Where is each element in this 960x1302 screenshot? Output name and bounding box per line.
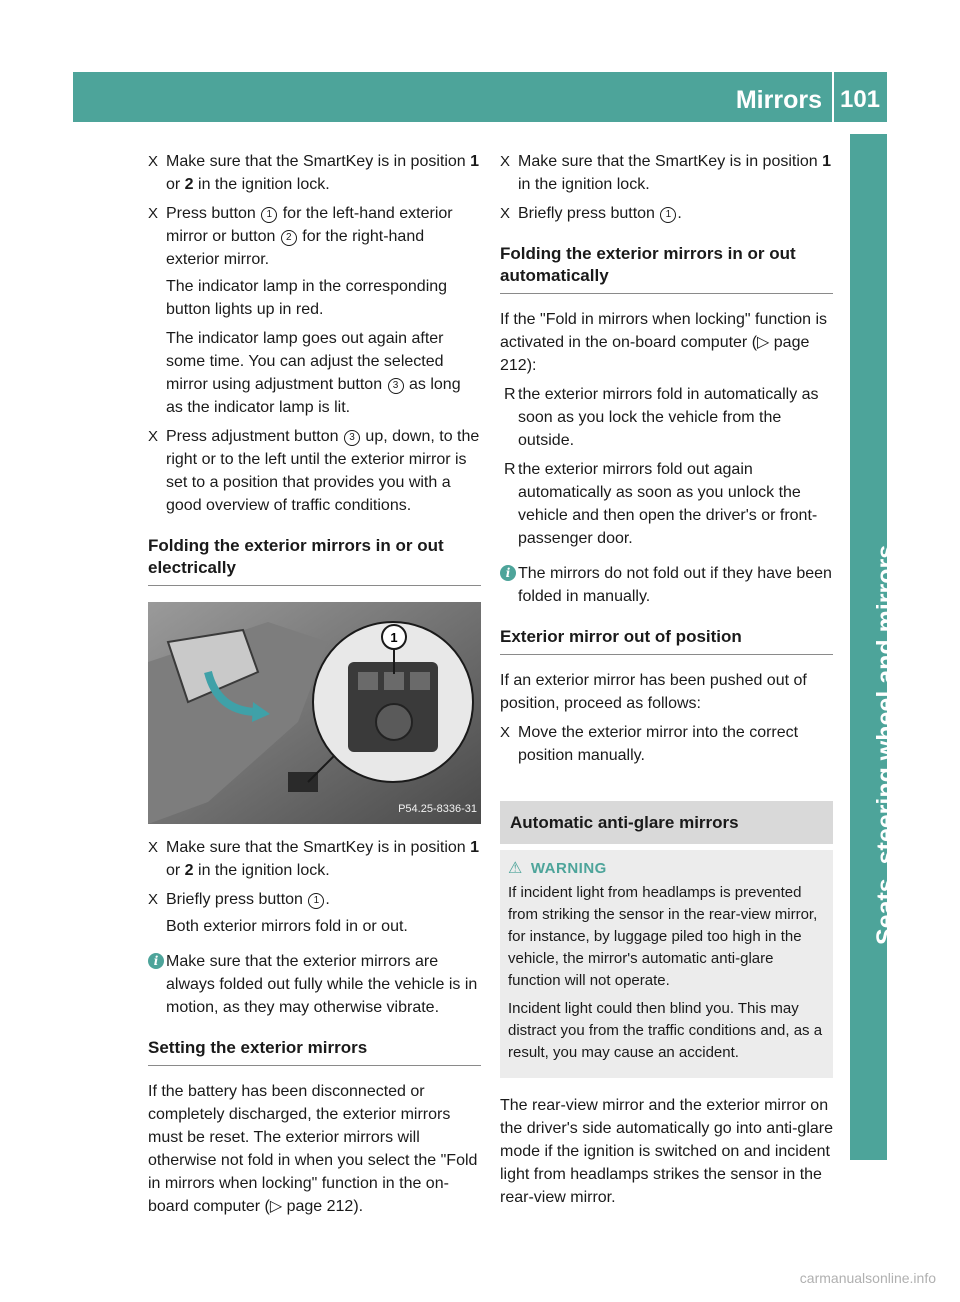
info-note: i The mirrors do not fold out if they have been folded in manually.: [500, 562, 833, 608]
step-marker: X: [148, 153, 159, 170]
step-result: The indicator lamp in the corresponding button lights up in red.: [166, 278, 448, 318]
footer-watermark: carmanualsonline.info: [799, 1270, 936, 1286]
step-item: X Press button 1 for the left-hand exterior mirror or button 2 for the right-hand exterior mirror. The indicator lamp in the corresponding button lights up in red. The indicator lamp goes out again after some time. You can adjust the selected mirror using adjustment button 3 as long as the indicator lamp is lit.: [148, 202, 481, 419]
step-marker: X: [500, 205, 511, 222]
adjust-button: [376, 704, 412, 740]
warning-text: If incident light from headlamps is prevented from striking the sensor in the rear-view mirror, for instance, by luggage piled too high in the vehicle, the mirror's automatic anti-glare function will not operate.: [508, 884, 818, 989]
mirror-switch-figure: [148, 602, 481, 824]
step-marker: X: [500, 724, 511, 741]
info-icon: i: [500, 565, 516, 581]
section-heading: Setting the exterior mirrors: [148, 1037, 481, 1066]
step-marker: X: [148, 839, 159, 856]
step-marker: X: [500, 153, 511, 170]
step-item: X Make sure that the SmartKey is in position 1 or 2 in the ignition lock.: [148, 836, 481, 882]
bullet-item: R the exterior mirrors fold in automatically as soon as you lock the vehicle from the outside.: [500, 383, 833, 452]
paragraph: If the battery has been disconnected or completely discharged, the exterior mirrors must be reset. The exterior mirrors will otherwise not fold in when you select the "Fold in mirrors when locking" function in the on-board computer (▷ page 212).: [148, 1083, 478, 1215]
bullet-marker: R: [504, 386, 516, 403]
info-note: i Make sure that the exterior mirrors are always folded out fully while the vehicle is in motion, as they may otherwise vibrate.: [148, 950, 481, 1019]
bullet-marker: R: [504, 461, 516, 478]
paragraph: If an exterior mirror has been pushed out of position, proceed as follows:: [500, 672, 807, 712]
info-icon: i: [148, 953, 164, 969]
warning-title: ⚠ WARNING: [508, 858, 825, 880]
section-heading: Exterior mirror out of position: [500, 626, 833, 655]
door-panel-illustration: [148, 602, 481, 824]
step-item: X Make sure that the SmartKey is in position 1 or 2 in the ignition lock.: [148, 150, 481, 196]
callout-number: 1: [308, 893, 324, 909]
section-heading-grey: Automatic anti-glare mirrors: [500, 801, 833, 844]
step-item: X Make sure that the SmartKey is in position 1 in the ignition lock.: [500, 150, 833, 196]
step-marker: X: [148, 891, 159, 908]
section-heading: Folding the exterior mirrors in or out automatically: [500, 243, 833, 294]
warning-box: [500, 850, 833, 1078]
step-item: X Move the exterior mirror into the correct position manually.: [500, 721, 833, 767]
page-number: 101: [839, 86, 881, 113]
step-result: The indicator lamp goes out again after some time. You can adjust the selected mirror using adjustment button 3 as long as the indicator lamp is lit.: [166, 330, 461, 416]
left-column: [148, 150, 481, 1224]
bullet-item: R the exterior mirrors fold out again automatically as soon as you unlock the vehicle and then open the driver's or front-passenger door.: [500, 458, 833, 550]
paragraph: The rear-view mirror and the exterior mirror on the driver's side automatically go into anti-glare mode if the ignition is switched on and incident light from headlamps strikes the sensor in the rear-view mirror.: [500, 1097, 833, 1206]
page-title: Mirrors: [735, 86, 822, 114]
step-item: X Briefly press button 1 .: [500, 202, 833, 225]
warning-text: Incident light could then blind you. This may distract you from the traffic conditions and, as a result, you may cause an accident.: [508, 1000, 823, 1061]
callout-number: 1: [660, 207, 676, 223]
warning-triangle-icon: ⚠: [508, 860, 523, 877]
callout-number: 1: [261, 207, 277, 223]
step-marker: X: [148, 428, 159, 445]
callout-number: 2: [281, 230, 297, 246]
right-column: [500, 150, 833, 1215]
step-item: X Briefly press button 1 . Both exterior mirrors fold in or out.: [148, 888, 481, 938]
figure-callout-label: 1: [390, 630, 398, 645]
callout-number: 3: [388, 378, 404, 394]
section-heading: Folding the exterior mirrors in or out electrically: [148, 535, 481, 586]
callout-number: 3: [344, 430, 360, 446]
side-tab-label: Seats, steering wheel and mirrors: [872, 544, 900, 945]
header-divider: [832, 72, 834, 122]
paragraph: If the "Fold in mirrors when locking" function is activated in the on-board computer (▷ page 212):: [500, 311, 828, 374]
step-result: Both exterior mirrors fold in or out.: [166, 918, 408, 935]
step-item: X Press adjustment button 3 up, down, to the right or to the left until the exterior mirror is set to a position that provides you with a good overview of traffic conditions.: [148, 425, 481, 517]
step-marker: X: [148, 205, 159, 222]
figure-code: P54.25-8336-31: [398, 803, 477, 815]
